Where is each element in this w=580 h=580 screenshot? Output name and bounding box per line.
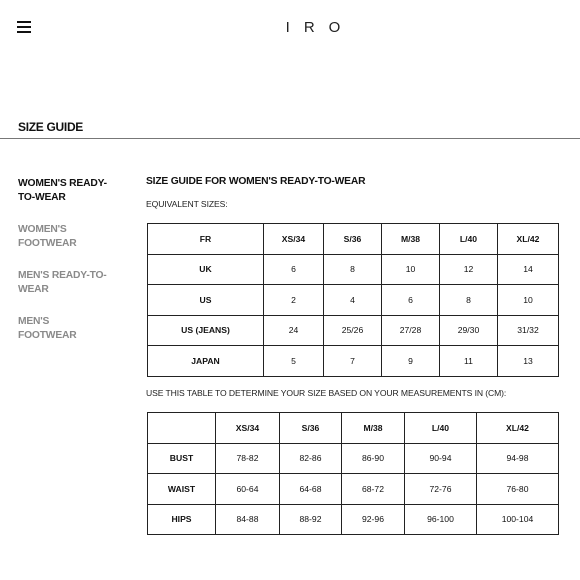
column-header	[148, 413, 216, 444]
table-cell: 90-94	[405, 443, 477, 474]
sidebar-item-label: MEN'S READY-TO- WEAR	[18, 270, 107, 295]
table-cell: 96-100	[405, 504, 477, 535]
column-header: XL/42	[498, 224, 559, 255]
table-cell: 84-88	[216, 504, 280, 535]
table-cell: 12	[440, 254, 498, 285]
table-cell: 31/32	[498, 315, 559, 346]
table-cell: 76-80	[477, 474, 559, 505]
table-cell: 88-92	[280, 504, 342, 535]
sidebar-item-womens-ready-to-wear[interactable]	[18, 177, 128, 205]
table-cell: 4	[324, 285, 382, 316]
table-cell: 13	[498, 346, 559, 377]
measurements-caption: USE THIS TABLE TO DETERMINE YOUR SIZE BASED ON YOUR MEASUREMENTS IN (CM):	[146, 388, 507, 398]
equivalent-sizes-row	[148, 346, 559, 377]
row-header: JAPAN	[148, 346, 264, 377]
table-cell: 82-86	[280, 443, 342, 474]
table-cell: 11	[440, 346, 498, 377]
table-cell: 92-96	[342, 504, 405, 535]
row-header: US	[148, 285, 264, 316]
table-cell: 7	[324, 346, 382, 377]
section-title: SIZE GUIDE FOR WOMEN'S READY-TO-WEAR	[146, 176, 366, 187]
sidebar-item-label: MEN'S FOOTWEAR	[18, 316, 77, 341]
table-cell: 72-76	[405, 474, 477, 505]
sidebar-item-label: WOMEN'S FOOTWEAR	[18, 224, 77, 249]
table-cell: 5	[264, 346, 324, 377]
row-header: US (JEANS)	[148, 315, 264, 346]
table-cell: 6	[264, 254, 324, 285]
row-header: HIPS	[148, 504, 216, 535]
page-title: SIZE GUIDE	[18, 120, 84, 134]
column-header: XL/42	[477, 413, 559, 444]
equivalent-sizes-caption: EQUIVALENT SIZES:	[146, 199, 228, 209]
table-cell: 24	[264, 315, 324, 346]
column-header: L/40	[440, 224, 498, 255]
column-header: FR	[148, 224, 264, 255]
equivalent-sizes-header-row	[148, 224, 559, 255]
equivalent-sizes-row	[148, 254, 559, 285]
column-header: S/36	[280, 413, 342, 444]
sidebar-item-mens-ready-to-wear[interactable]	[18, 269, 128, 297]
sidebar-item-mens-footwear[interactable]	[18, 315, 128, 343]
table-cell: 25/26	[324, 315, 382, 346]
sidebar-item-label: WOMEN'S READY- TO-WEAR	[18, 178, 107, 203]
table-cell: 100-104	[477, 504, 559, 535]
table-cell: 9	[382, 346, 440, 377]
row-header: WAIST	[148, 474, 216, 505]
table-cell: 6	[382, 285, 440, 316]
measurements-row	[148, 474, 559, 505]
title-divider	[0, 138, 580, 139]
row-header: BUST	[148, 443, 216, 474]
table-cell: 94-98	[477, 443, 559, 474]
table-cell: 8	[440, 285, 498, 316]
column-header: XS/34	[216, 413, 280, 444]
table-cell: 8	[324, 254, 382, 285]
table-cell: 10	[382, 254, 440, 285]
equivalent-sizes-row	[148, 315, 559, 346]
table-cell: 68-72	[342, 474, 405, 505]
measurements-row	[148, 504, 559, 535]
size-guide-sidebar	[18, 177, 128, 361]
table-cell: 60-64	[216, 474, 280, 505]
table-cell: 86-90	[342, 443, 405, 474]
sidebar-item-womens-footwear[interactable]	[18, 223, 128, 251]
table-cell: 29/30	[440, 315, 498, 346]
column-header: S/36	[324, 224, 382, 255]
measurements-table	[147, 412, 559, 535]
table-cell: 64-68	[280, 474, 342, 505]
column-header: M/38	[342, 413, 405, 444]
column-header: XS/34	[264, 224, 324, 255]
table-cell: 10	[498, 285, 559, 316]
measurements-header-row	[148, 413, 559, 444]
equivalent-sizes-row	[148, 285, 559, 316]
table-cell: 78-82	[216, 443, 280, 474]
equivalent-sizes-table	[147, 223, 559, 377]
column-header: M/38	[382, 224, 440, 255]
table-cell: 2	[264, 285, 324, 316]
brand-logo[interactable]: IRO	[285, 19, 355, 36]
column-header: L/40	[405, 413, 477, 444]
measurements-row	[148, 443, 559, 474]
row-header: UK	[148, 254, 264, 285]
table-cell: 14	[498, 254, 559, 285]
table-cell: 27/28	[382, 315, 440, 346]
